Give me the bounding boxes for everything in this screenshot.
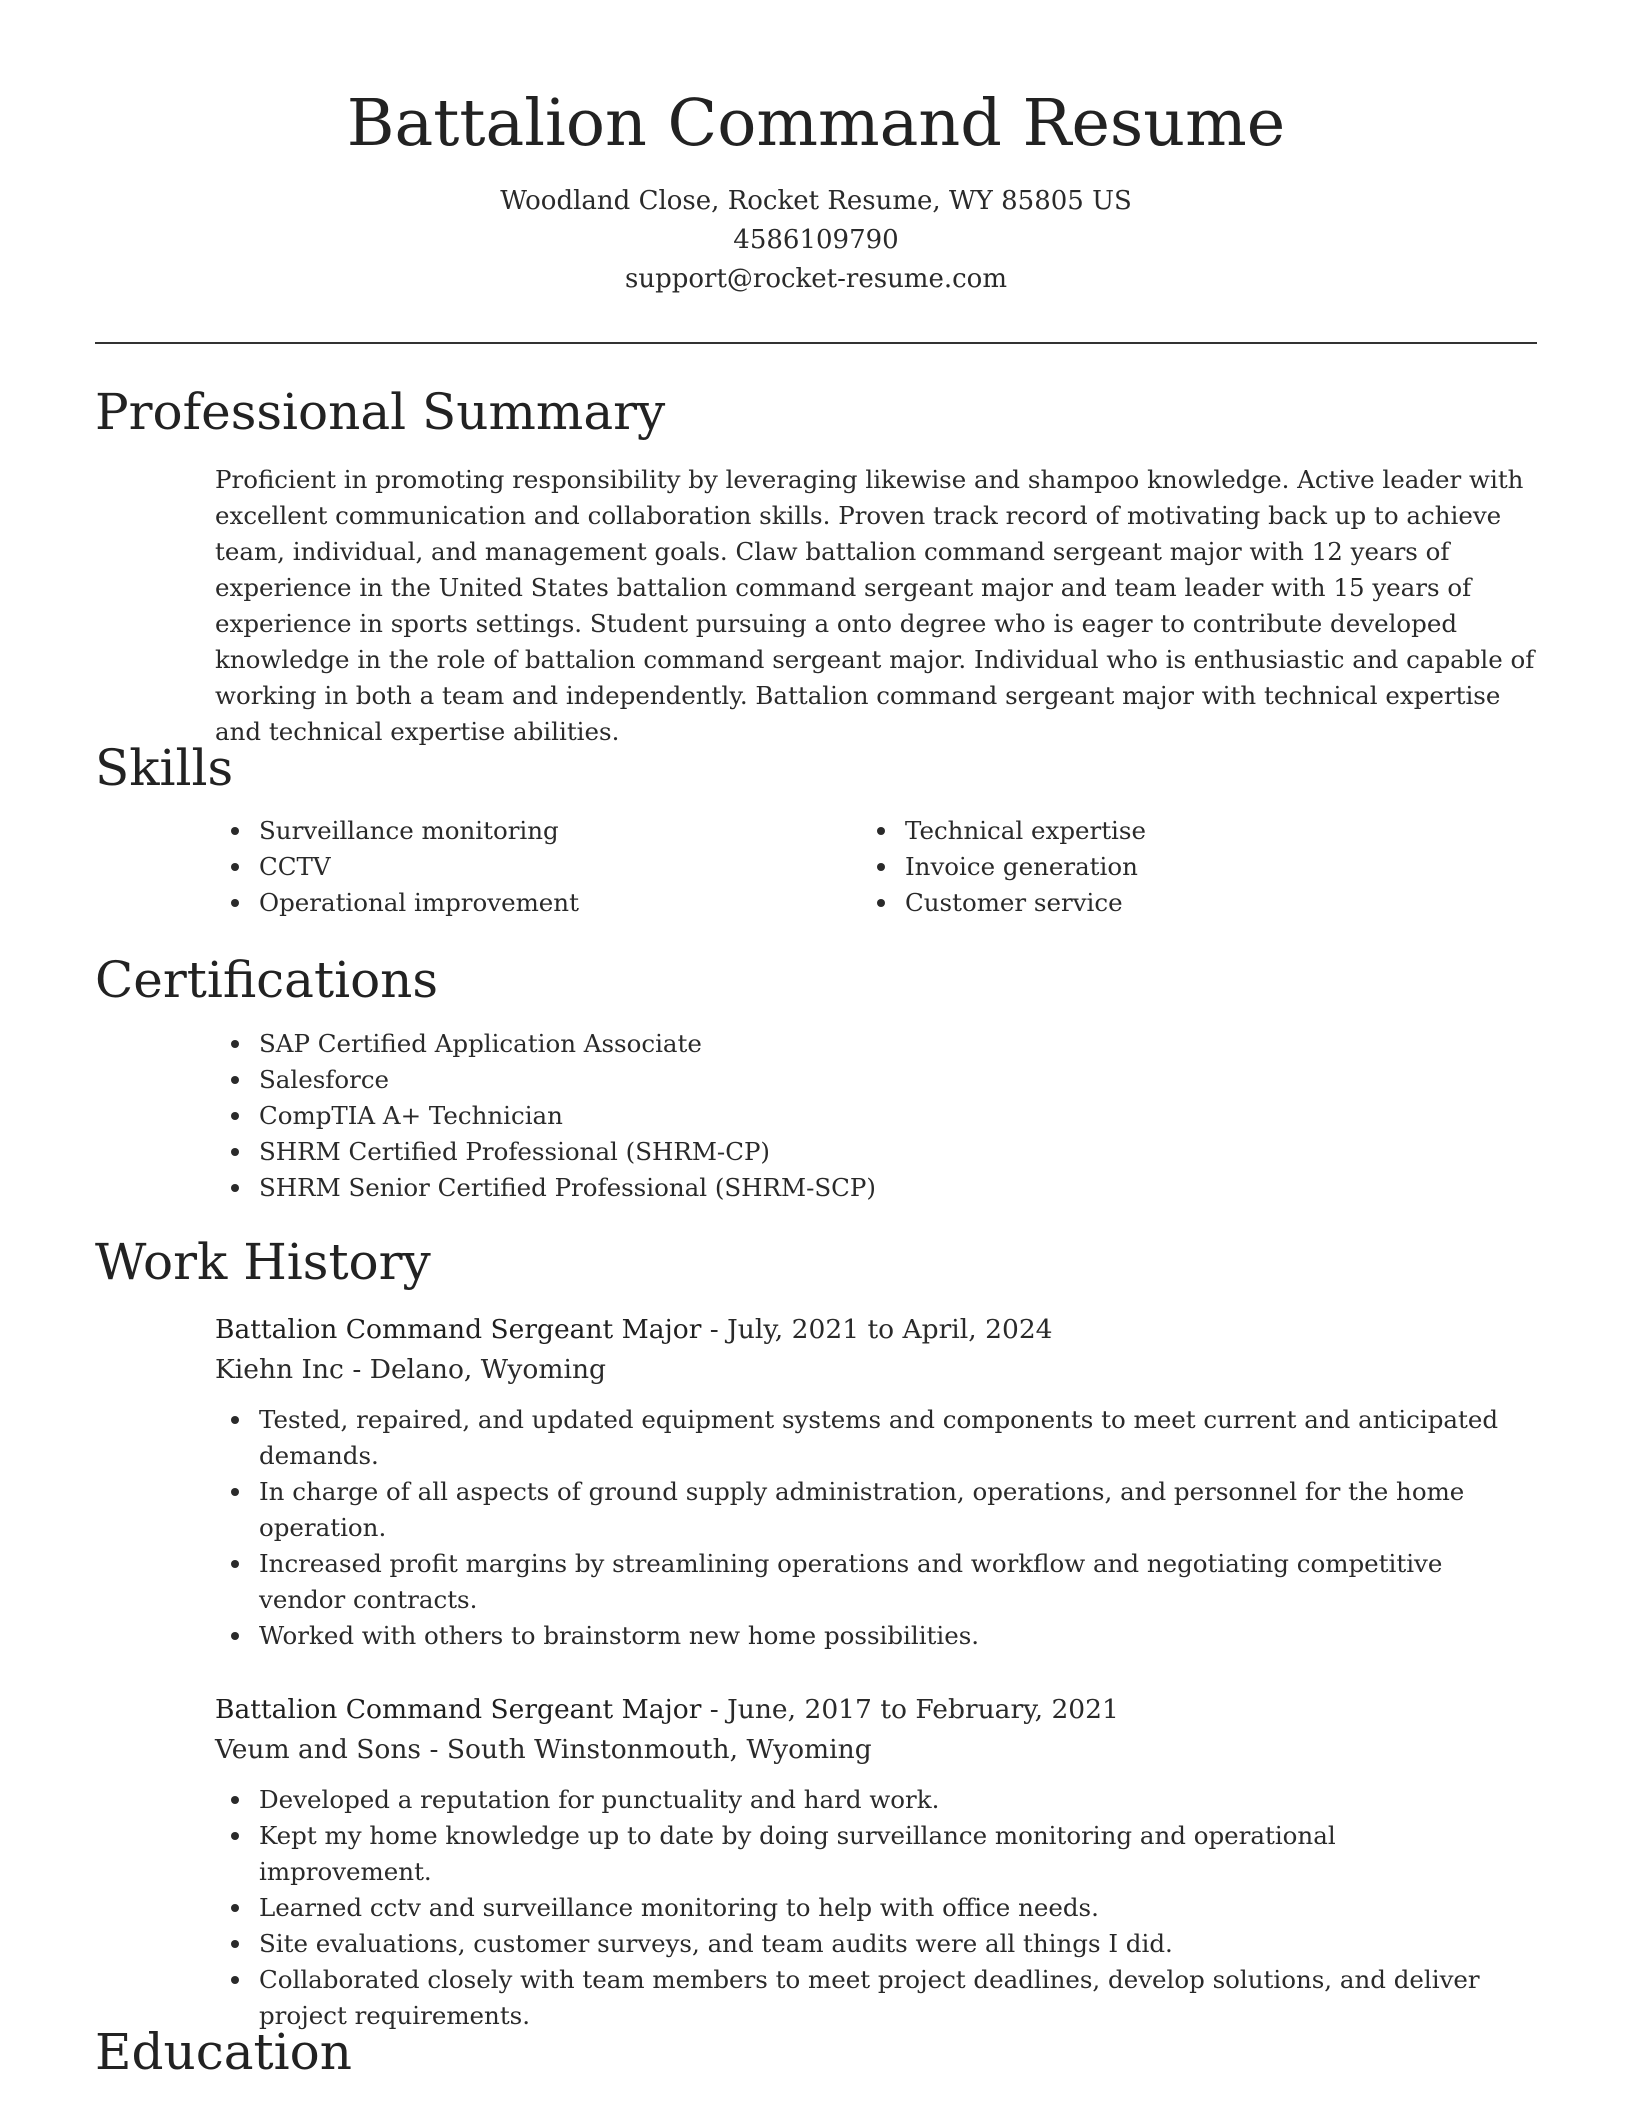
job-company: Veum and Sons bbox=[215, 1734, 422, 1765]
job-title: Battalion Command Sergeant Major bbox=[215, 1694, 702, 1725]
job-company-line bbox=[215, 1730, 872, 1770]
skills-list-right bbox=[861, 813, 1501, 921]
job-bullets bbox=[215, 1782, 1515, 2034]
job-bullets bbox=[215, 1402, 1515, 1654]
job-bullet: Tested, repaired, and updated equipment systems and components to meet current and anticipated demands. bbox=[215, 1402, 1515, 1474]
skill-item: Surveillance monitoring bbox=[215, 813, 815, 849]
header-divider bbox=[95, 342, 1537, 344]
job-bullet: Collaborated closely with team members to meet project deadlines, develop solutions, and deliver project requirements. bbox=[215, 1962, 1515, 2034]
job-title: Battalion Command Sergeant Major bbox=[215, 1314, 702, 1345]
certification-item: CompTIA A+ Technician bbox=[215, 1098, 1515, 1134]
skill-item: CCTV bbox=[215, 849, 815, 885]
certification-item: Salesforce bbox=[215, 1062, 1515, 1098]
certifications-list bbox=[215, 1026, 1515, 1206]
skills-heading: Skills bbox=[95, 739, 234, 797]
certification-item: SHRM Certified Professional (SHRM-CP) bbox=[215, 1134, 1515, 1170]
job-bullet: In charge of all aspects of ground supply administration, operations, and personnel for the home operation. bbox=[215, 1474, 1515, 1546]
summary-text: Proficient in promoting responsibility by leveraging likewise and shampoo knowledge. Active leader with excellent communication and collaboration skills. Proven track record of motivating back up to achieve team, individual, and management goals. Claw battalion command sergeant major with 12 years of experience in the United States battalion command sergeant major and team leader with 15 years of experience in sports settings. Student pursuing a onto degree who is eager to contribute developed knowledge in the role of battalion command sergeant major. Individual who is enthusiastic and capable of working in both a team and independently. Battalion command sergeant major with technical expertise and technical expertise abilities. bbox=[215, 465, 1535, 746]
skill-item: Customer service bbox=[861, 885, 1501, 921]
resume-name: Battalion Command Resume bbox=[346, 86, 1286, 161]
job-bullet: Site evaluations, customer surveys, and team audits were all things I did. bbox=[215, 1926, 1515, 1962]
contact-info bbox=[0, 182, 1632, 299]
contact-phone: 4586109790 bbox=[733, 225, 899, 255]
certification-item: SAP Certified Application Associate bbox=[215, 1026, 1515, 1062]
job-title-line bbox=[215, 1690, 1119, 1730]
skills-list-left bbox=[215, 813, 815, 921]
resume-header bbox=[0, 80, 1632, 299]
job-bullet: Learned cctv and surveillance monitoring to help with office needs. bbox=[215, 1890, 1515, 1926]
work-history-heading: Work History bbox=[95, 1233, 431, 1291]
job-title-line bbox=[215, 1310, 1053, 1350]
skill-item: Technical expertise bbox=[861, 813, 1501, 849]
contact-email: support@rocket-resume.com bbox=[624, 264, 1007, 294]
job-dates: - June, 2017 to February, 2021 bbox=[701, 1694, 1119, 1725]
job-location: - South Winstonmouth, Wyoming bbox=[421, 1734, 872, 1765]
certification-item: SHRM Senior Certified Professional (SHRM-SCP) bbox=[215, 1170, 1515, 1206]
contact-address: Woodland Close, Rocket Resume, WY 85805 US bbox=[500, 186, 1132, 216]
education-heading: Education bbox=[95, 2023, 352, 2081]
job-bullet: Worked with others to brainstorm new home possibilities. bbox=[215, 1618, 1515, 1654]
job-company-line bbox=[215, 1350, 606, 1390]
skill-item: Invoice generation bbox=[861, 849, 1501, 885]
job-company: Kiehn Inc bbox=[215, 1354, 344, 1385]
job-bullet: Increased profit margins by streamlining operations and workflow and negotiating competitive vendor contracts. bbox=[215, 1546, 1515, 1618]
job-bullet: Kept my home knowledge up to date by doing surveillance monitoring and operational improvement. bbox=[215, 1818, 1515, 1890]
skill-item: Operational improvement bbox=[215, 885, 815, 921]
job-bullet: Developed a reputation for punctuality and hard work. bbox=[215, 1782, 1515, 1818]
job-dates: - July, 2021 to April, 2024 bbox=[701, 1314, 1053, 1345]
summary-heading: Professional Summary bbox=[95, 383, 666, 441]
job-location: - Delano, Wyoming bbox=[343, 1354, 606, 1385]
certifications-heading: Certifications bbox=[95, 951, 439, 1009]
